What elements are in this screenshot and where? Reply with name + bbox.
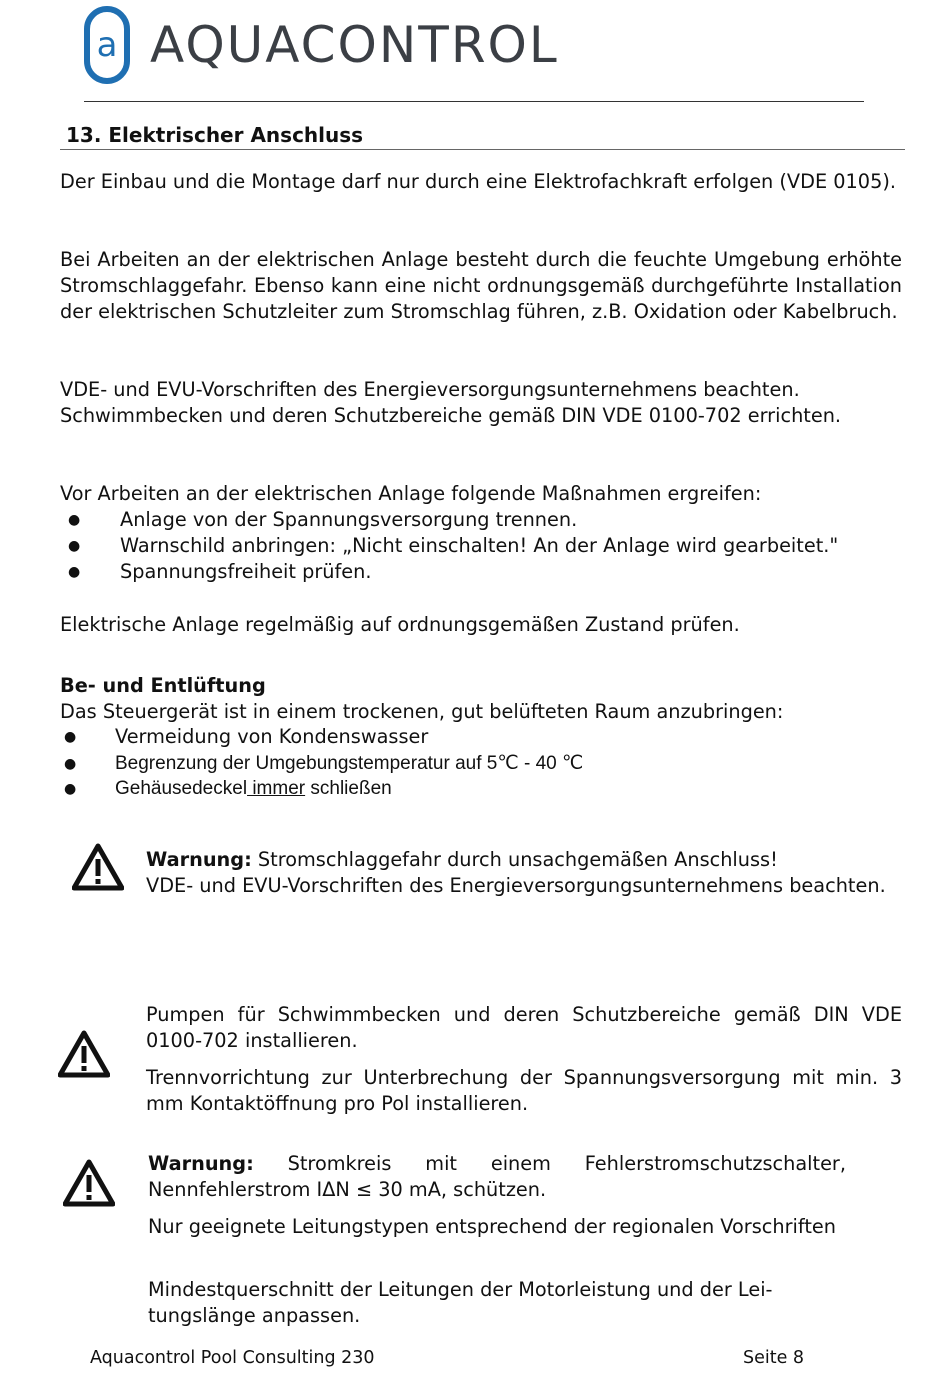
list-item-text: Spannungsfreiheit prüfen. bbox=[120, 560, 372, 583]
warning-3-text: Warnung: Stromkreis mit einem Fehlerstromschutzschalter, Nennfehlerstrom IΔN ≤ 30 mA, schützen. bbox=[148, 1152, 846, 1201]
paragraph-shock-risk: Bei Arbeiten an der elektrischen Anlage besteht durch die feuchte Umgebung erhöhte Stromschlaggefahr. Ebenso kann eine nicht ordnungsgemäß durchgeführte Installation der elektrischen Schutzleiter zum Stromschlag führen, z.B. Oxidation oder Kabelbruch. bbox=[60, 248, 902, 323]
warning-triangle-icon bbox=[72, 843, 124, 891]
list-item-text: Vermeidung von Kondenswasser bbox=[115, 725, 429, 748]
warning-1-detail: VDE- und EVU-Vorschriften des Energieversorgungsunternehmens beachten. bbox=[146, 874, 886, 897]
warning-triangle-icon bbox=[58, 1030, 110, 1078]
warning-3-cross-section: Mindestquerschnitt der Leitungen der Motorleistung und der Leitungslänge anpassen. bbox=[148, 1278, 773, 1327]
aquacontrol-logo-icon bbox=[84, 6, 130, 84]
paragraph-regulations: VDE- und EVU-Vorschriften des Energieversorgungsunternehmens beachten. Schwimmbecken und deren Schutzbereiche gemäß DIN VDE 0100-702 errichten. bbox=[60, 378, 842, 427]
paragraph-inspection: Elektrische Anlage regelmäßig auf ordnungsgemäßen Zustand prüfen. bbox=[60, 613, 740, 636]
bullet-icon: ● bbox=[64, 756, 77, 772]
warning-1-text: Warnung: Stromschlaggefahr durch unsachgemäßen Anschluss! bbox=[146, 848, 778, 871]
list-item bbox=[60, 533, 905, 559]
title-divider bbox=[60, 149, 905, 150]
warning-2-text-disconnect: Trennvorrichtung zur Unterbrechung der Spannungsversorgung mit min. 3 mm Kontaktöffnung pro Pol installieren. bbox=[146, 1066, 902, 1115]
list-item-text: Warnschild anbringen: „Nicht einschalten! An der Anlage wird gearbeitet." bbox=[120, 534, 839, 557]
list-item bbox=[60, 776, 905, 802]
paragraph-installation: Der Einbau und die Montage darf nur durch eine Elektrofachkraft erfolgen (VDE 0105). bbox=[60, 170, 896, 193]
bullet-icon: ● bbox=[64, 781, 77, 797]
ventilation-intro: Das Steuergerät ist in einem trockenen, gut belüfteten Raum anzubringen: bbox=[60, 700, 784, 723]
bullet-icon: ● bbox=[68, 538, 81, 554]
logo-text: AQUACONTROL bbox=[150, 16, 559, 74]
svg-text:a: a bbox=[96, 25, 118, 65]
section-title: 13. Elektrischer Anschluss bbox=[66, 123, 364, 147]
list-item bbox=[60, 751, 905, 777]
warning-triangle-icon bbox=[63, 1159, 115, 1207]
ventilation-heading: Be- und Entlüftung bbox=[60, 674, 266, 697]
list-item bbox=[60, 724, 905, 750]
paragraph-measures-intro: Vor Arbeiten an der elektrischen Anlage folgende Maßnahmen ergreifen: bbox=[60, 482, 762, 505]
warning-2-text-pumps: Pumpen für Schwimmbecken und deren Schutzbereiche gemäß DIN VDE 0100-702 installieren. bbox=[146, 1003, 902, 1052]
bullet-icon: ● bbox=[64, 729, 77, 745]
list-item bbox=[60, 559, 905, 585]
list-item-text: Anlage von der Spannungsversorgung trennen. bbox=[120, 508, 578, 531]
bullet-icon: ● bbox=[68, 564, 81, 580]
bullet-icon: ● bbox=[68, 512, 81, 528]
list-item-text: Gehäusedeckel immer schließen bbox=[115, 778, 392, 799]
warning-3-cable-types: Nur geeignete Leitungstypen entsprechend der regionalen Vorschriften bbox=[148, 1215, 836, 1238]
list-item-text: Begrenzung der Umgebungstemperatur auf 5℃ - 40 ℃ bbox=[115, 753, 584, 774]
footer-page-number: Seite 8 bbox=[743, 1348, 805, 1368]
header-divider bbox=[84, 101, 864, 102]
footer-document-title: Aquacontrol Pool Consulting 230 bbox=[90, 1348, 375, 1368]
list-item bbox=[60, 507, 905, 533]
